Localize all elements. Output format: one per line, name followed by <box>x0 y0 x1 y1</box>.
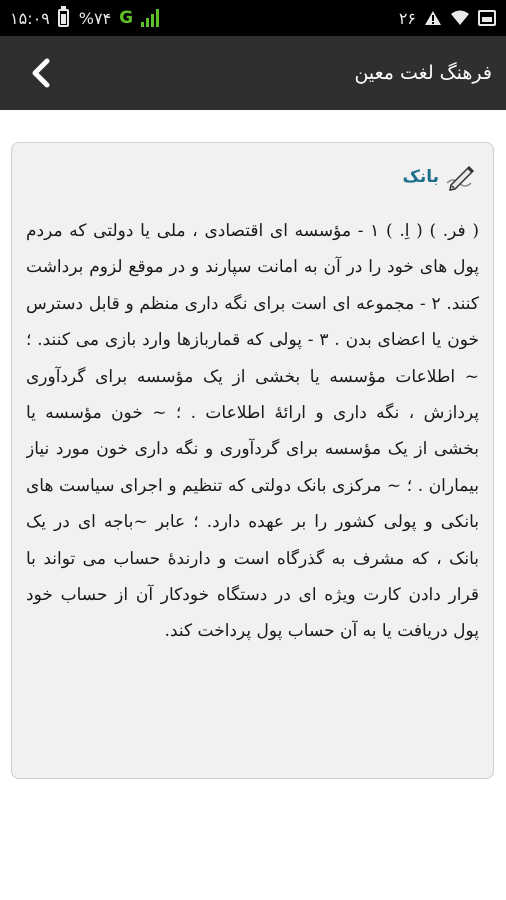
wifi-icon <box>450 10 470 26</box>
image-notification-icon <box>478 10 496 26</box>
entry-definition: ( فر. ) ( اِ. ) ۱ - مؤسسه ای اقتصادی ، ملی یا دولتی که مردم پول های خود را در آن به امانت سپارند و در موقع لزوم برداشت کنند. ۲ - مجموعه ای است برای نگه داری منظم و قابل دسترس خون یا اعضای بدن . ۳ - پولی که قماربازها وارد بازی می کنند. ؛ ~ اطلاعات مؤسسه یا بخشی از یک مؤسسه برای گردآوری پردازش ، نگه داری و ارائهٔ اطلاعات . ؛ ~ خون مؤسسه یا بخشی از یک مؤسسه برای گردآوری و نگه داری خون مورد نیاز بیماران . ؛ ~ مرکزی بانک دولتی که تنظیم و اجرای سیاست های بانکی و پولی کشور را بر عهده دارد. ؛ عابر ~باجه ای در یک بانک ، که مشرف به گذرگاه است و دارندهٔ حساب می تواند با قرار دادن کارت ویژه ای در دستگاه خودکار آن از حساب خود پول دریافت یا به آن حساب پول پرداخت کند. <box>26 221 479 642</box>
entry-word: بانک <box>402 167 439 187</box>
battery-percent: %۷۴ <box>78 8 112 28</box>
status-bar <box>0 0 506 36</box>
signal-icon <box>141 9 159 27</box>
warning-icon <box>424 10 442 26</box>
status-bar-left <box>10 8 159 28</box>
battery-icon <box>58 9 69 27</box>
definition-card <box>11 142 494 779</box>
notification-count: ۲۶ <box>398 8 416 28</box>
app-bar <box>0 36 506 110</box>
app-title: فرهنگ لغت معین <box>354 62 492 84</box>
back-button[interactable] <box>26 53 56 93</box>
status-bar-right <box>399 9 496 28</box>
pen-writing-icon <box>443 163 479 191</box>
chevron-left-icon <box>31 58 51 88</box>
network-type: G <box>119 8 134 28</box>
status-time: ۱۵:۰۹ <box>10 8 50 28</box>
entry-header <box>26 155 479 199</box>
